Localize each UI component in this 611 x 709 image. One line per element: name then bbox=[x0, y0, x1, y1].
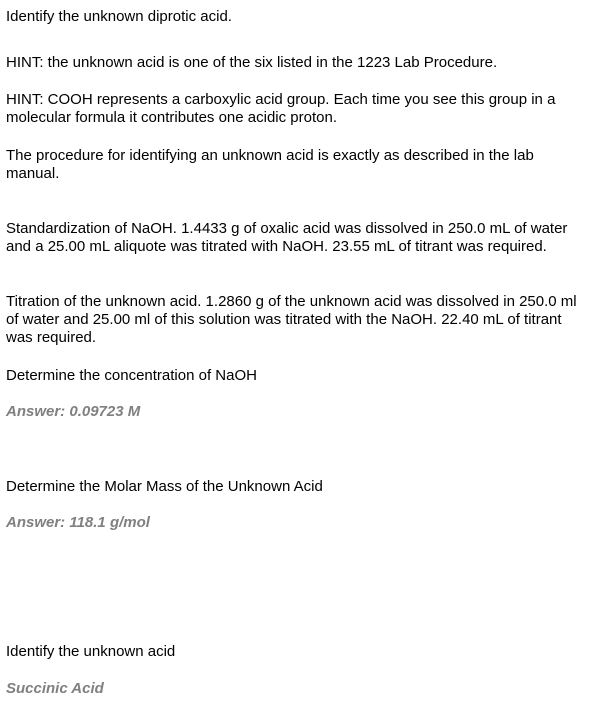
hint-lab-procedure: HINT: the unknown acid is one of the six listed in the 1223 Lab Procedure. bbox=[6, 54, 498, 71]
question-title: Identify the unknown diprotic acid. bbox=[6, 8, 232, 25]
answer-molar-mass: Answer: 118.1 g/mol bbox=[6, 514, 150, 531]
question-molar-mass: Determine the Molar Mass of the Unknown Acid bbox=[6, 478, 323, 495]
answer-identify-acid: Succinic Acid bbox=[6, 680, 104, 697]
question-naoh-concentration: Determine the concentration of NaOH bbox=[6, 367, 257, 384]
hint-carboxylic-acid: HINT: COOH represents a carboxylic acid group. Each time you see this group in a molecular formula it contributes one acidic proton. bbox=[6, 91, 556, 126]
titration-paragraph: Titration of the unknown acid. 1.2860 g of the unknown acid was dissolved in 250.0 ml of water and 25.00 ml of this solution was titrated with the NaOH. 22.40 mL of titrant was required. bbox=[6, 293, 577, 346]
standardization-paragraph: Standardization of NaOH. 1.4433 g of oxalic acid was dissolved in 250.0 mL of water and a 25.00 mL aliquote was titrated with NaOH. 23.55 mL of titrant was required. bbox=[6, 220, 568, 255]
question-identify-acid: Identify the unknown acid bbox=[6, 643, 176, 660]
procedure-note: The procedure for identifying an unknown acid is exactly as described in the lab manual. bbox=[6, 147, 534, 182]
answer-naoh-concentration: Answer: 0.09723 M bbox=[6, 403, 141, 420]
